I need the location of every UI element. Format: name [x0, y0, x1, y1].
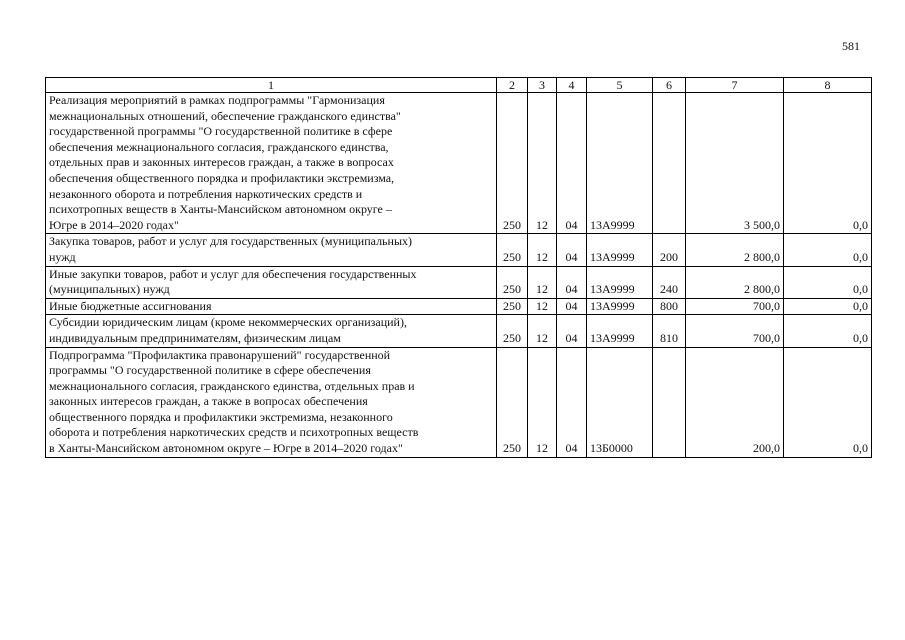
description-line: обеспечения межнационального согласия, гражданского единства, [49, 139, 389, 154]
cell-amount: 3 500,0 [686, 93, 784, 234]
cell-amount: 700,0 [686, 298, 784, 315]
cell-amount: 200,0 [686, 347, 784, 457]
row-description [46, 347, 497, 457]
table-row [46, 315, 872, 347]
description-line: в Ханты-Мансийском автономном округе – Югре в 2014–2020 годах" [49, 441, 403, 456]
cell-code: 250 [497, 234, 528, 266]
row-description [46, 298, 497, 315]
row-description [46, 234, 497, 266]
cell-section: 12 [528, 234, 557, 266]
cell-amount-subvention: 0,0 [784, 347, 872, 457]
page-number: 581 [842, 39, 860, 53]
column-header: 7 [686, 78, 784, 93]
description-line: Реализация мероприятий в рамках подпрограммы "Гармонизация [49, 93, 385, 107]
row-description [46, 315, 497, 347]
cell-target-article: 13Б0000 [587, 347, 653, 457]
column-header: 6 [653, 78, 686, 93]
column-header: 5 [587, 78, 653, 93]
table-row [46, 93, 872, 234]
cell-target-article: 13А9999 [587, 266, 653, 298]
table-row [46, 234, 872, 266]
column-header: 4 [557, 78, 587, 93]
cell-amount-subvention: 0,0 [784, 298, 872, 315]
cell-subsection: 04 [557, 298, 587, 315]
row-description [46, 93, 497, 234]
budget-table [45, 77, 872, 458]
description-line: межнационального согласия, гражданского единства, отдельных прав и [49, 378, 415, 393]
cell-amount-subvention: 0,0 [784, 93, 872, 234]
cell-subsection: 04 [557, 266, 587, 298]
description-line: государственной программы "О государственной политике в сфере [49, 124, 393, 139]
cell-subsection: 04 [557, 234, 587, 266]
column-header: 8 [784, 78, 872, 93]
cell-code: 250 [497, 93, 528, 234]
cell-target-article: 13А9999 [587, 298, 653, 315]
description-line: нужд [49, 249, 76, 264]
cell-expense-type: 240 [653, 266, 686, 298]
cell-amount: 2 800,0 [686, 234, 784, 266]
description-line: межнациональных отношений, обеспечение гражданского единства" [49, 108, 401, 123]
cell-target-article: 13А9999 [587, 93, 653, 234]
cell-amount: 2 800,0 [686, 266, 784, 298]
cell-code: 250 [497, 266, 528, 298]
description-line: психотропных веществ в Ханты-Мансийском автономном округе – [49, 202, 392, 217]
table-row [46, 347, 872, 457]
description-line: Подпрограмма "Профилактика правонарушений" государственной [49, 347, 391, 362]
description-line: (муниципальных) нужд [49, 282, 170, 297]
cell-section: 12 [528, 347, 557, 457]
description-line: отдельных прав и законных интересов граждан, а также в вопросах [49, 155, 394, 170]
description-line: незаконного оборота и потребления наркотических средств и [49, 186, 363, 201]
row-description [46, 266, 497, 298]
description-line: Иные закупки товаров, работ и услуг для обеспечения государственных [49, 266, 417, 281]
cell-amount-subvention: 0,0 [784, 315, 872, 347]
cell-amount: 700,0 [686, 315, 784, 347]
cell-expense-type: 200 [653, 234, 686, 266]
cell-code: 250 [497, 298, 528, 315]
description-line: индивидуальным предпринимателям, физическим лицам [49, 330, 341, 345]
cell-section: 12 [528, 298, 557, 315]
description-line: оборота и потребления наркотических средств и психотропных веществ [49, 425, 419, 440]
description-line: законных интересов граждан, а также в вопросах обеспечения [49, 394, 368, 409]
description-line: общественного порядка и профилактики экстремизма, незаконного [49, 409, 393, 424]
column-header: 1 [46, 78, 497, 93]
cell-amount-subvention: 0,0 [784, 266, 872, 298]
cell-code: 250 [497, 347, 528, 457]
description-line: Субсидии юридическим лицам (кроме некоммерческих организаций), [49, 315, 407, 330]
cell-subsection: 04 [557, 347, 587, 457]
description-line: Иные бюджетные ассигнования [49, 298, 212, 313]
header-row [46, 78, 872, 93]
description-line: программы "О государственной политике в сфере обеспечения [49, 363, 371, 378]
table-row [46, 298, 872, 315]
cell-expense-type [653, 93, 686, 234]
description-line: обеспечения общественного порядка и профилактики экстремизма, [49, 170, 395, 185]
cell-section: 12 [528, 266, 557, 298]
column-header: 2 [497, 78, 528, 93]
column-header: 3 [528, 78, 557, 93]
description-line: Югре в 2014–2020 годах" [49, 217, 179, 232]
cell-expense-type [653, 347, 686, 457]
cell-section: 12 [528, 93, 557, 234]
cell-amount-subvention: 0,0 [784, 234, 872, 266]
cell-expense-type: 810 [653, 315, 686, 347]
cell-target-article: 13А9999 [587, 315, 653, 347]
cell-section: 12 [528, 315, 557, 347]
cell-subsection: 04 [557, 93, 587, 234]
description-line: Закупка товаров, работ и услуг для государственных (муниципальных) [49, 234, 413, 249]
table-row [46, 266, 872, 298]
cell-expense-type: 800 [653, 298, 686, 315]
cell-subsection: 04 [557, 315, 587, 347]
cell-code: 250 [497, 315, 528, 347]
cell-target-article: 13А9999 [587, 234, 653, 266]
